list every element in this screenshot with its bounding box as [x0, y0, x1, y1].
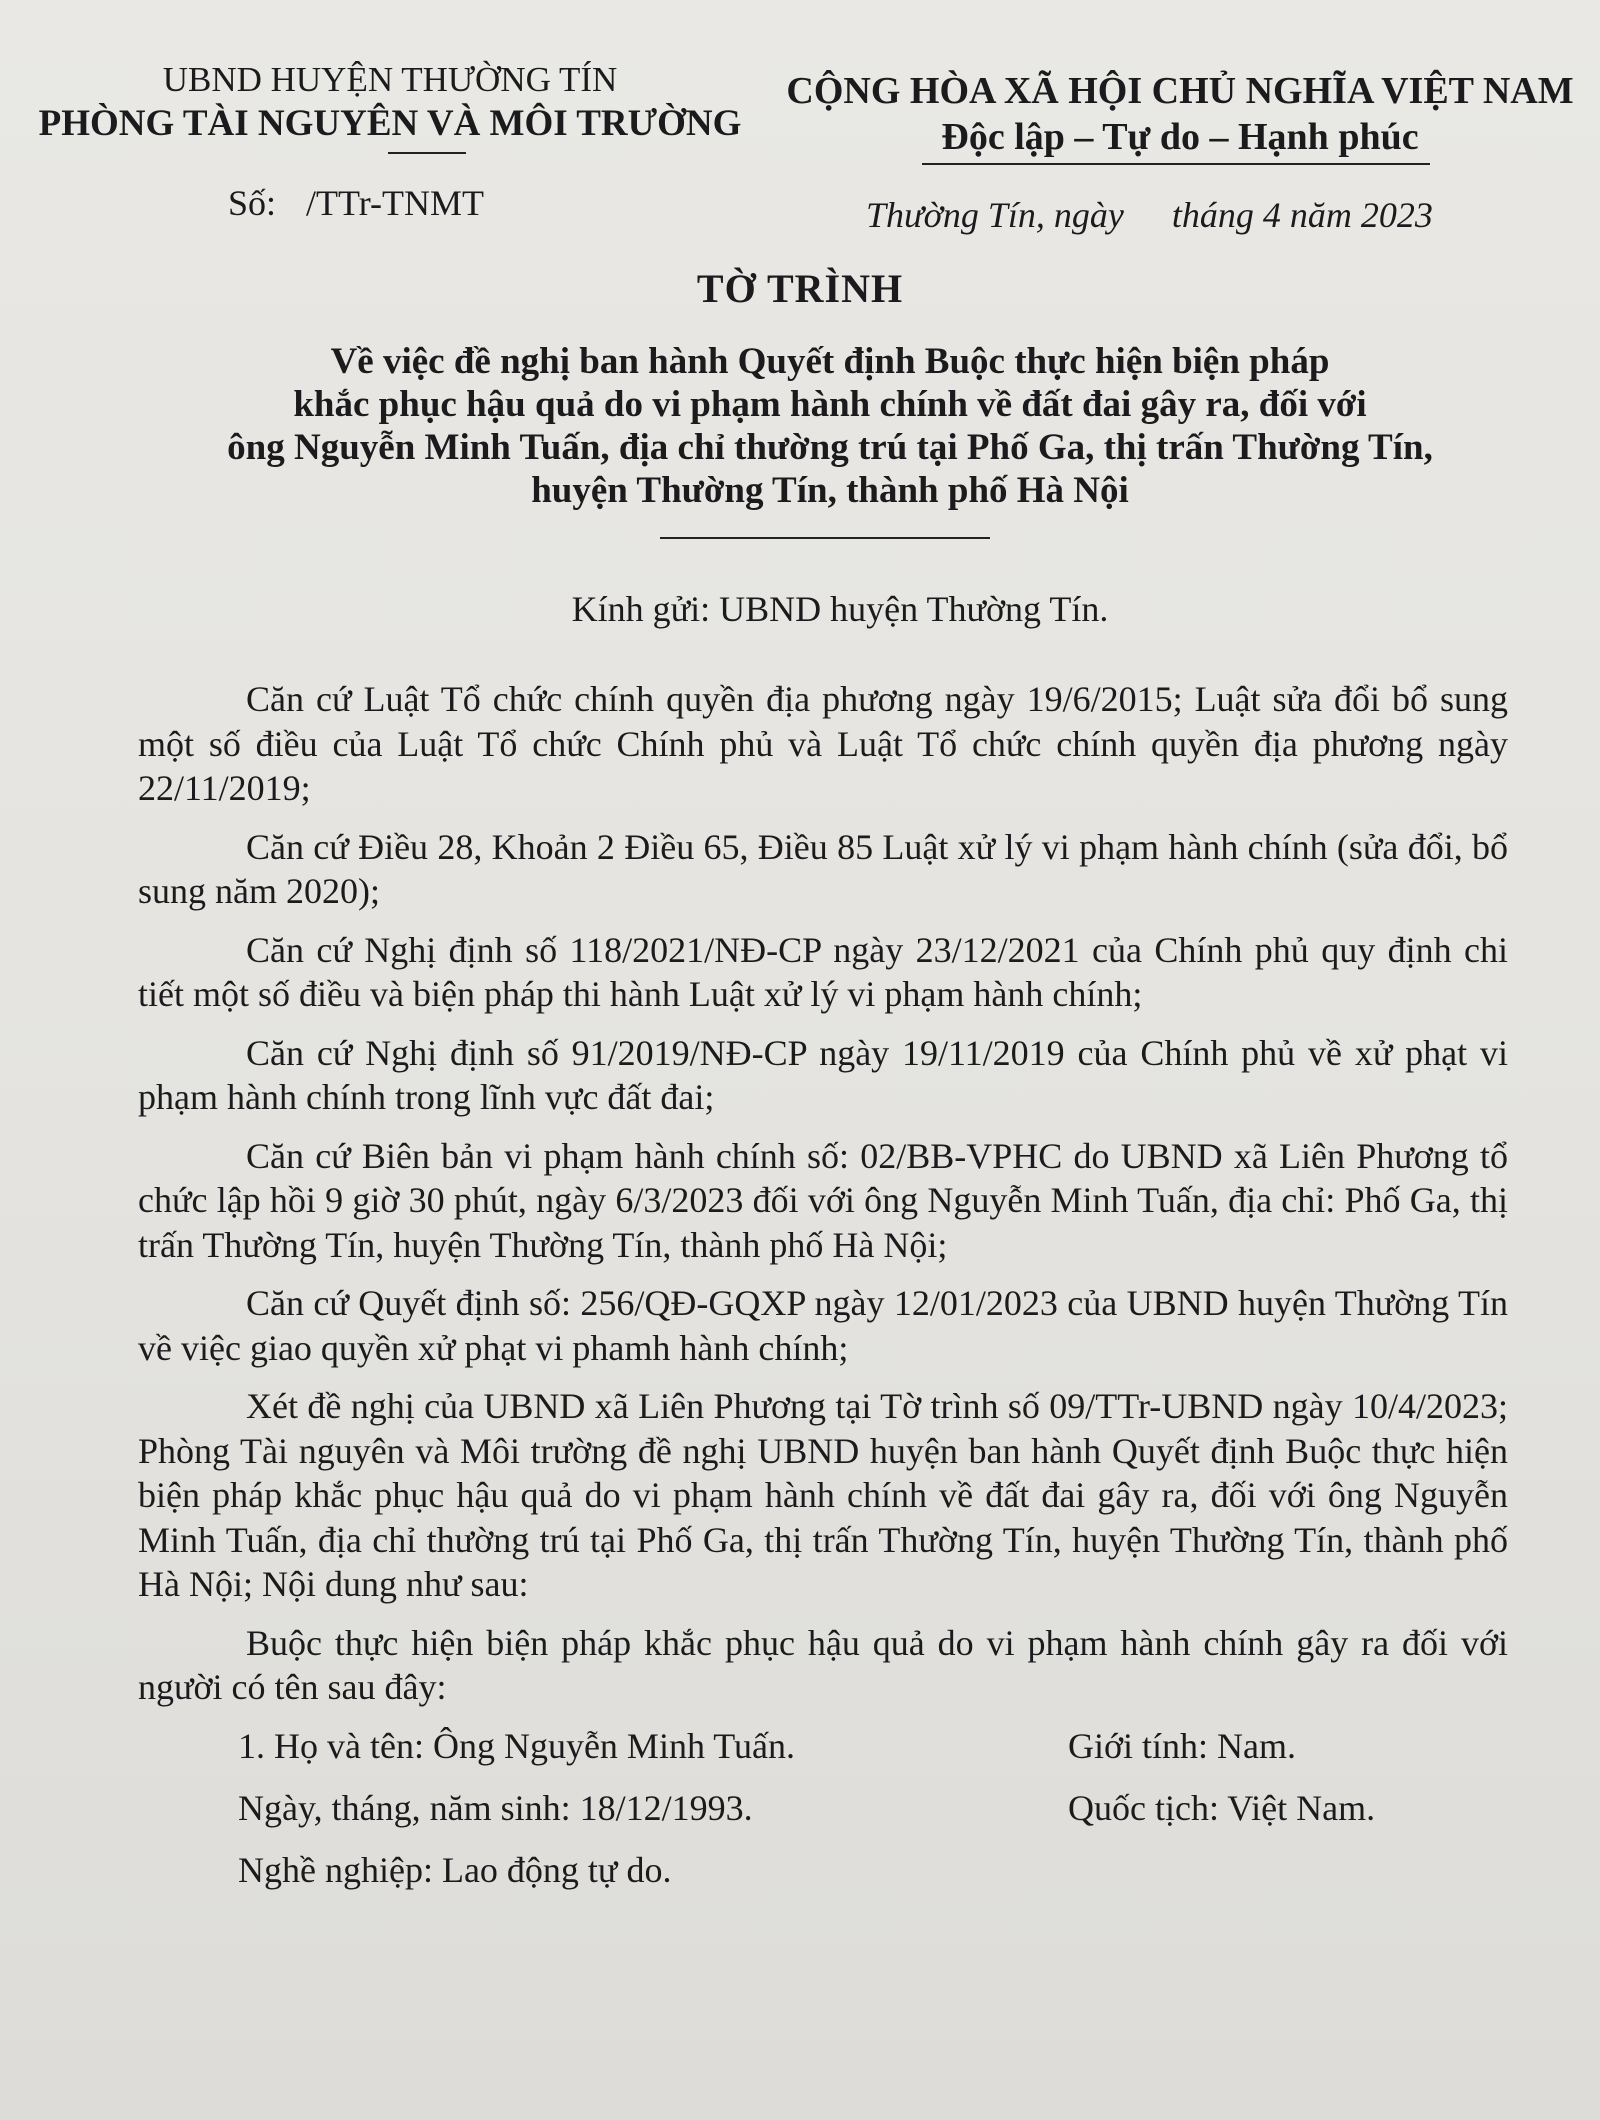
- document-body: [138, 677, 1508, 1910]
- issuing-agency-header: [20, 58, 760, 146]
- person-gender: Giới tính: Nam.: [1068, 1725, 1297, 1766]
- subject-line: khắc phục hậu quả do vi phạm hành chính về đất đai gây ra, đối với: [293, 384, 1367, 425]
- national-motto: Độc lập – Tự do – Hạnh phúc: [941, 116, 1419, 158]
- body-paragraph: Xét đề nghị của UBND xã Liên Phương tại Tờ trình số 09/TTr-UBND ngày 10/4/2023; Phòng Tài nguyên và Môi trường đề nghị UBND huyện ban hành Quyết định Buộc thực hiện biện pháp khắc phục hậu quả do vi phạm hành chính về đất đai gây ra, đối với ông Nguyễn Minh Tuấn, địa chỉ thường trú tại Phố Ga, thị trấn Thường Tín, huyện Thường Tín, thành phố Hà Nội; Nội dung như sau:: [138, 1386, 1508, 1604]
- subject-line: Về việc đề nghị ban hành Quyết định Buộc thực hiện biện pháp: [330, 341, 1330, 382]
- body-paragraph: Căn cứ Luật Tổ chức chính quyền địa phương ngày 19/6/2015; Luật sửa đổi bổ sung một số điều của Luật Tổ chức Chính phủ và Luật Tổ chức chính quyền địa phương ngày 22/11/2019;: [138, 679, 1508, 808]
- issuing-agency-name: PHÒNG TÀI NGUYÊN VÀ MÔI TRƯỜNG: [38, 103, 742, 144]
- document-number-value: /TTr-TNMT: [306, 183, 484, 223]
- document-title: TỜ TRÌNH: [696, 266, 904, 311]
- document-number-label: Số:: [228, 183, 277, 223]
- subject-line: huyện Thường Tín, thành phố Hà Nội: [531, 470, 1129, 511]
- person-nationality: Quốc tịch: Việt Nam.: [1068, 1787, 1376, 1828]
- document-date: [866, 194, 1433, 236]
- national-header: [770, 68, 1590, 160]
- motto-underline: [922, 163, 1430, 165]
- person-occupation-row: [138, 1848, 1508, 1910]
- recipient-greeting: Kính gửi: UBND huyện Thường Tín.: [571, 589, 1109, 629]
- national-title: CỘNG HÒA XÃ HỘI CHỦ NGHĨA VIỆT NAM: [786, 70, 1574, 112]
- person-dob-row: [138, 1786, 1508, 1848]
- body-paragraph: Căn cứ Biên bản vi phạm hành chính số: 02/BB-VPHC do UBND xã Liên Phương tổ chức lập hồi 9 giờ 30 phút, ngày 6/3/2023 đối với ông Nguyễn Minh Tuấn, địa chỉ: Phố Ga, thị trấn Thường Tín, huyện Thường Tín, thành phố Hà Nội;: [138, 1135, 1508, 1265]
- subject-underline: [660, 537, 990, 539]
- date-place: Thường Tín, ngày: [866, 195, 1124, 235]
- person-dob: Ngày, tháng, năm sinh: 18/12/1993.: [238, 1787, 753, 1828]
- date-month-year: tháng 4 năm 2023: [1171, 195, 1433, 235]
- document-subject: [140, 340, 1520, 512]
- body-paragraph: Căn cứ Điều 28, Khoản 2 Điều 65, Điều 85 Luật xử lý vi phạm hành chính (sửa đổi, bổ sung năm 2020);: [138, 826, 1508, 911]
- parent-agency-name: UBND HUYỆN THƯỜNG TÍN: [162, 60, 618, 99]
- person-name: 1. Họ và tên: Ông Nguyễn Minh Tuấn.: [238, 1725, 795, 1766]
- subject-line: ông Nguyễn Minh Tuấn, địa chỉ thường trú tại Phố Ga, thị trấn Thường Tín,: [227, 427, 1433, 468]
- person-occupation: Nghề nghiệp: Lao động tự do.: [238, 1849, 672, 1890]
- body-paragraph: Căn cứ Nghị định số 91/2019/NĐ-CP ngày 19/11/2019 của Chính phủ về xử phạt vi phạm hành chính trong lĩnh vực đất đai;: [138, 1032, 1508, 1117]
- body-paragraph: Buộc thực hiện biện pháp khắc phục hậu quả do vi phạm hành chính gây ra đối với người có tên sau đây:: [138, 1622, 1508, 1707]
- body-paragraph: Căn cứ Nghị định số 118/2021/NĐ-CP ngày 23/12/2021 của Chính phủ quy định chi tiết một số điều và biện pháp thi hành Luật xử lý vi phạm hành chính;: [138, 929, 1508, 1014]
- person-name-row: [138, 1724, 1508, 1786]
- body-paragraph: Căn cứ Quyết định số: 256/QĐ-GQXP ngày 12/01/2023 của UBND huyện Thường Tín về việc giao quyền xử phạt vi phamh hành chính;: [138, 1283, 1508, 1368]
- agency-underline: [388, 152, 466, 154]
- document-number: [228, 182, 484, 224]
